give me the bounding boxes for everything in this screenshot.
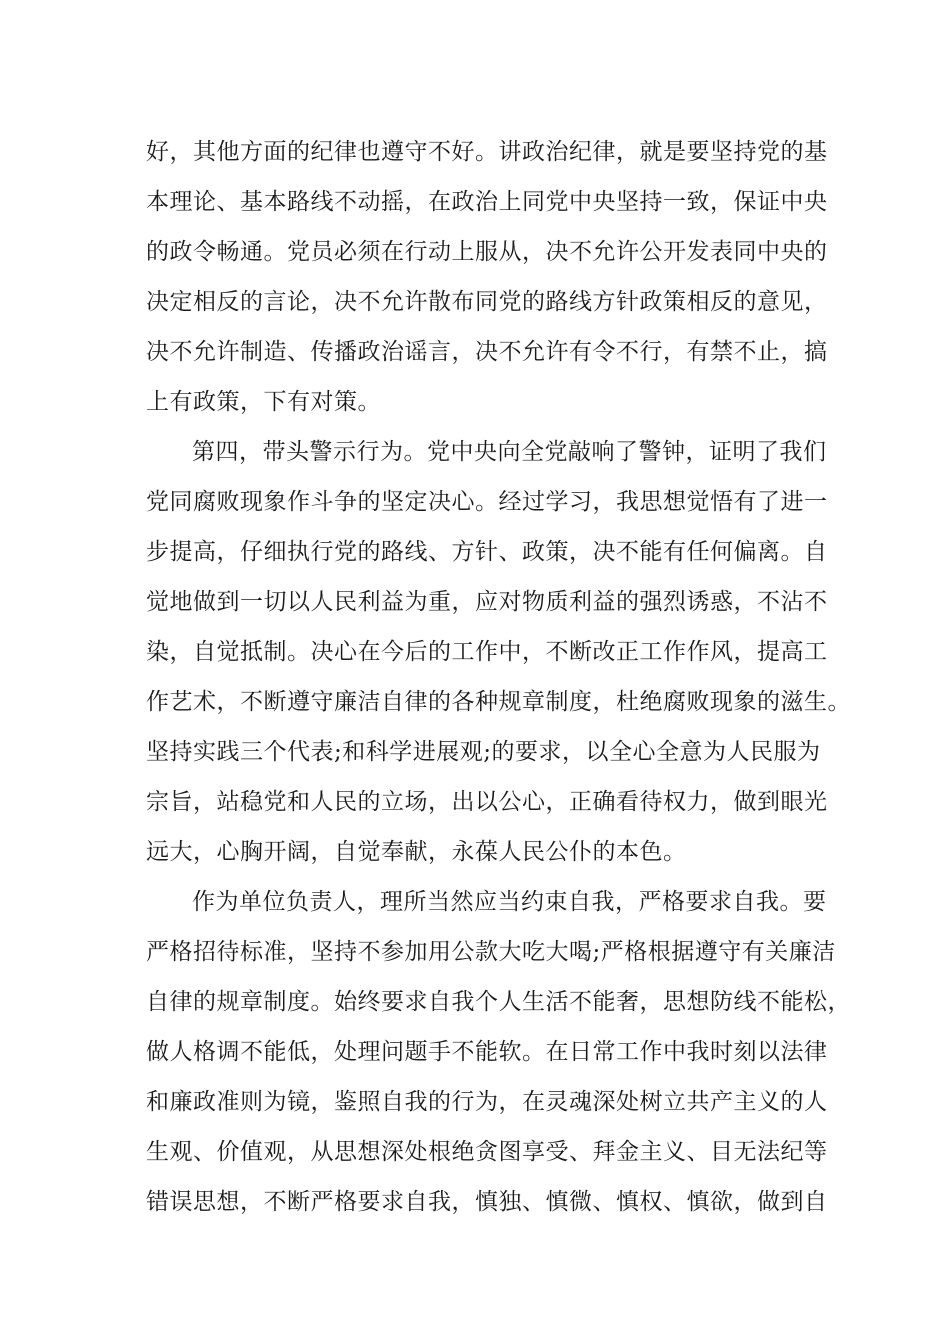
text-line: 作艺术，不断遵守廉洁自律的各种规章制度，杜绝腐败现象的滋生。 — [146, 689, 851, 715]
text-line: 自律的规章制度。始终要求自我个人生活不能奢，思想防线不能松， — [146, 989, 851, 1015]
text-line: 作为单位负责人，理所当然应当约束自我，严格要求自我。要 — [192, 889, 827, 915]
text-line: 第四，带头警示行为。党中央向全党敲响了警钟，证明了我们 — [192, 439, 827, 465]
text-line: 本理论、基本路线不动摇，在政治上同党中央坚持一致，保证中央 — [146, 189, 828, 215]
text-line: 染，自觉抵制。决心在今后的工作中，不断改正工作作风，提高工 — [146, 639, 828, 665]
text-line: 的政令畅通。党员必须在行动上服从，决不允许公开发表同中央的 — [146, 239, 828, 265]
text-line: 上有政策，下有对策。 — [146, 389, 381, 415]
text-line: 好，其他方面的纪律也遵守不好。讲政治纪律，就是要坚持党的基 — [146, 139, 828, 165]
text-line: 错误思想，不断严格要求自我，慎独、慎微、慎权、慎欲，做到自 — [146, 1189, 828, 1215]
text-line: 决不允许制造、传播政治谣言，决不允许有令不行，有禁不止，搞 — [146, 339, 828, 365]
text-line: 步提高，仔细执行党的路线、方针、政策，决不能有任何偏离。自 — [146, 539, 828, 565]
text-line: 严格招待标准，坚持不参加用公款大吃大喝;严格根据遵守有关廉洁 — [146, 939, 836, 965]
text-line: 党同腐败现象作斗争的坚定决心。经过学习，我思想觉悟有了进一 — [146, 489, 828, 515]
text-line: 坚持实践三个代表;和科学进展观;的要求，以全心全意为人民服为 — [146, 739, 821, 765]
text-line: 宗旨，站稳党和人民的立场，出以公心，正确看待权力，做到眼光 — [146, 789, 828, 815]
text-line: 生观、价值观，从思想深处根绝贪图享受、拜金主义、目无法纪等 — [146, 1139, 828, 1165]
text-line: 远大，心胸开阔，自觉奉献，永葆人民公仆的本色。 — [146, 839, 687, 865]
text-line: 做人格调不能低，处理问题手不能软。在日常工作中我时刻以法律 — [146, 1039, 828, 1065]
text-line: 觉地做到一切以人民利益为重，应对物质利益的强烈诱惑，不沾不 — [146, 589, 828, 615]
text-line: 和廉政准则为镜，鉴照自我的行为，在灵魂深处树立共产主义的人 — [146, 1089, 828, 1115]
text-line: 决定相反的言论，决不允许散布同党的路线方针政策相反的意见， — [146, 289, 828, 315]
